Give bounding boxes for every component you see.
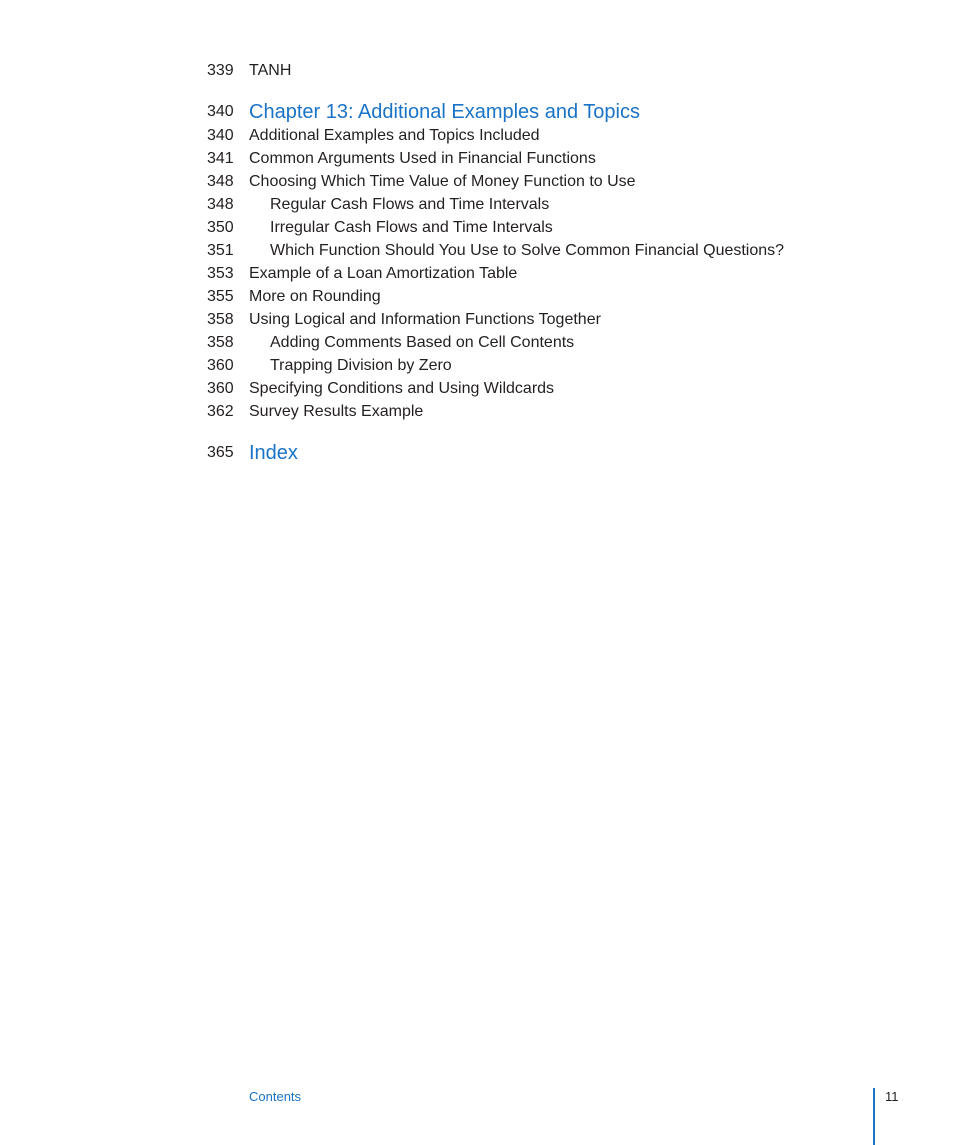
toc-entry[interactable]	[0, 308, 954, 331]
toc-entry-title[interactable]: Survey Results Example	[249, 403, 424, 420]
toc-page-number: 362	[207, 403, 234, 420]
toc-entry[interactable]	[0, 331, 954, 354]
toc-page-number: 353	[207, 265, 234, 282]
toc-entry[interactable]	[0, 170, 954, 193]
toc-chapter-title[interactable]: Chapter 13: Additional Examples and Topics	[249, 101, 640, 123]
toc-entry[interactable]	[0, 377, 954, 400]
toc-entry-title[interactable]: Trapping Division by Zero	[270, 357, 452, 374]
toc-entry-title[interactable]: Common Arguments Used in Financial Functions	[249, 150, 596, 167]
toc-entry-title[interactable]: Specifying Conditions and Using Wildcards	[249, 380, 555, 397]
toc-entry[interactable]	[0, 124, 954, 147]
toc-entry-title[interactable]: Adding Comments Based on Cell Contents	[270, 334, 575, 351]
toc-entry-title[interactable]: More on Rounding	[249, 288, 381, 305]
toc-page-number: 339	[207, 62, 234, 79]
toc-entry-title[interactable]: Regular Cash Flows and Time Intervals	[270, 196, 550, 213]
toc-page-number: 341	[207, 150, 234, 167]
toc-entry-title[interactable]: Choosing Which Time Value of Money Function to Use	[249, 173, 636, 190]
toc-chapter-entry[interactable]	[0, 97, 954, 127]
toc-entry[interactable]	[0, 400, 954, 423]
footer-section-label: Contents	[249, 1089, 302, 1104]
toc-page-number: 360	[207, 357, 234, 374]
toc-entry[interactable]	[0, 354, 954, 377]
toc-page-number: 358	[207, 334, 234, 351]
toc-entry-title[interactable]: Irregular Cash Flows and Time Intervals	[270, 219, 553, 236]
toc-page-number: 340	[207, 103, 234, 120]
toc-chapter-entry[interactable]	[0, 438, 954, 468]
toc-entry-title[interactable]: Using Logical and Information Functions Together	[249, 311, 601, 328]
toc-page-number: 348	[207, 173, 234, 190]
toc-entry[interactable]	[0, 239, 954, 262]
toc-page-number: 348	[207, 196, 234, 213]
footer-divider	[873, 1088, 875, 1145]
toc-page-number: 358	[207, 311, 234, 328]
toc-entry-title[interactable]: TANH	[249, 62, 292, 79]
toc-entry-title[interactable]: Example of a Loan Amortization Table	[249, 265, 518, 282]
toc-entry[interactable]	[0, 285, 954, 308]
toc-entry[interactable]	[0, 147, 954, 170]
toc-entry[interactable]	[0, 59, 954, 82]
toc-page-number: 350	[207, 219, 234, 236]
toc-entry[interactable]	[0, 193, 954, 216]
toc-entry[interactable]	[0, 216, 954, 239]
toc-page-number: 365	[207, 444, 234, 461]
toc-page-number: 351	[207, 242, 234, 259]
toc-entry-title[interactable]: Additional Examples and Topics Included	[249, 127, 540, 144]
toc-entry[interactable]	[0, 262, 954, 285]
toc-page-number: 355	[207, 288, 234, 305]
toc-page-number: 340	[207, 127, 234, 144]
toc-page-number: 360	[207, 380, 234, 397]
toc-chapter-title[interactable]: Index	[249, 442, 298, 464]
footer-page-number: 11	[885, 1089, 899, 1104]
toc-entry-title[interactable]: Which Function Should You Use to Solve Common Financial Questions?	[270, 242, 785, 259]
